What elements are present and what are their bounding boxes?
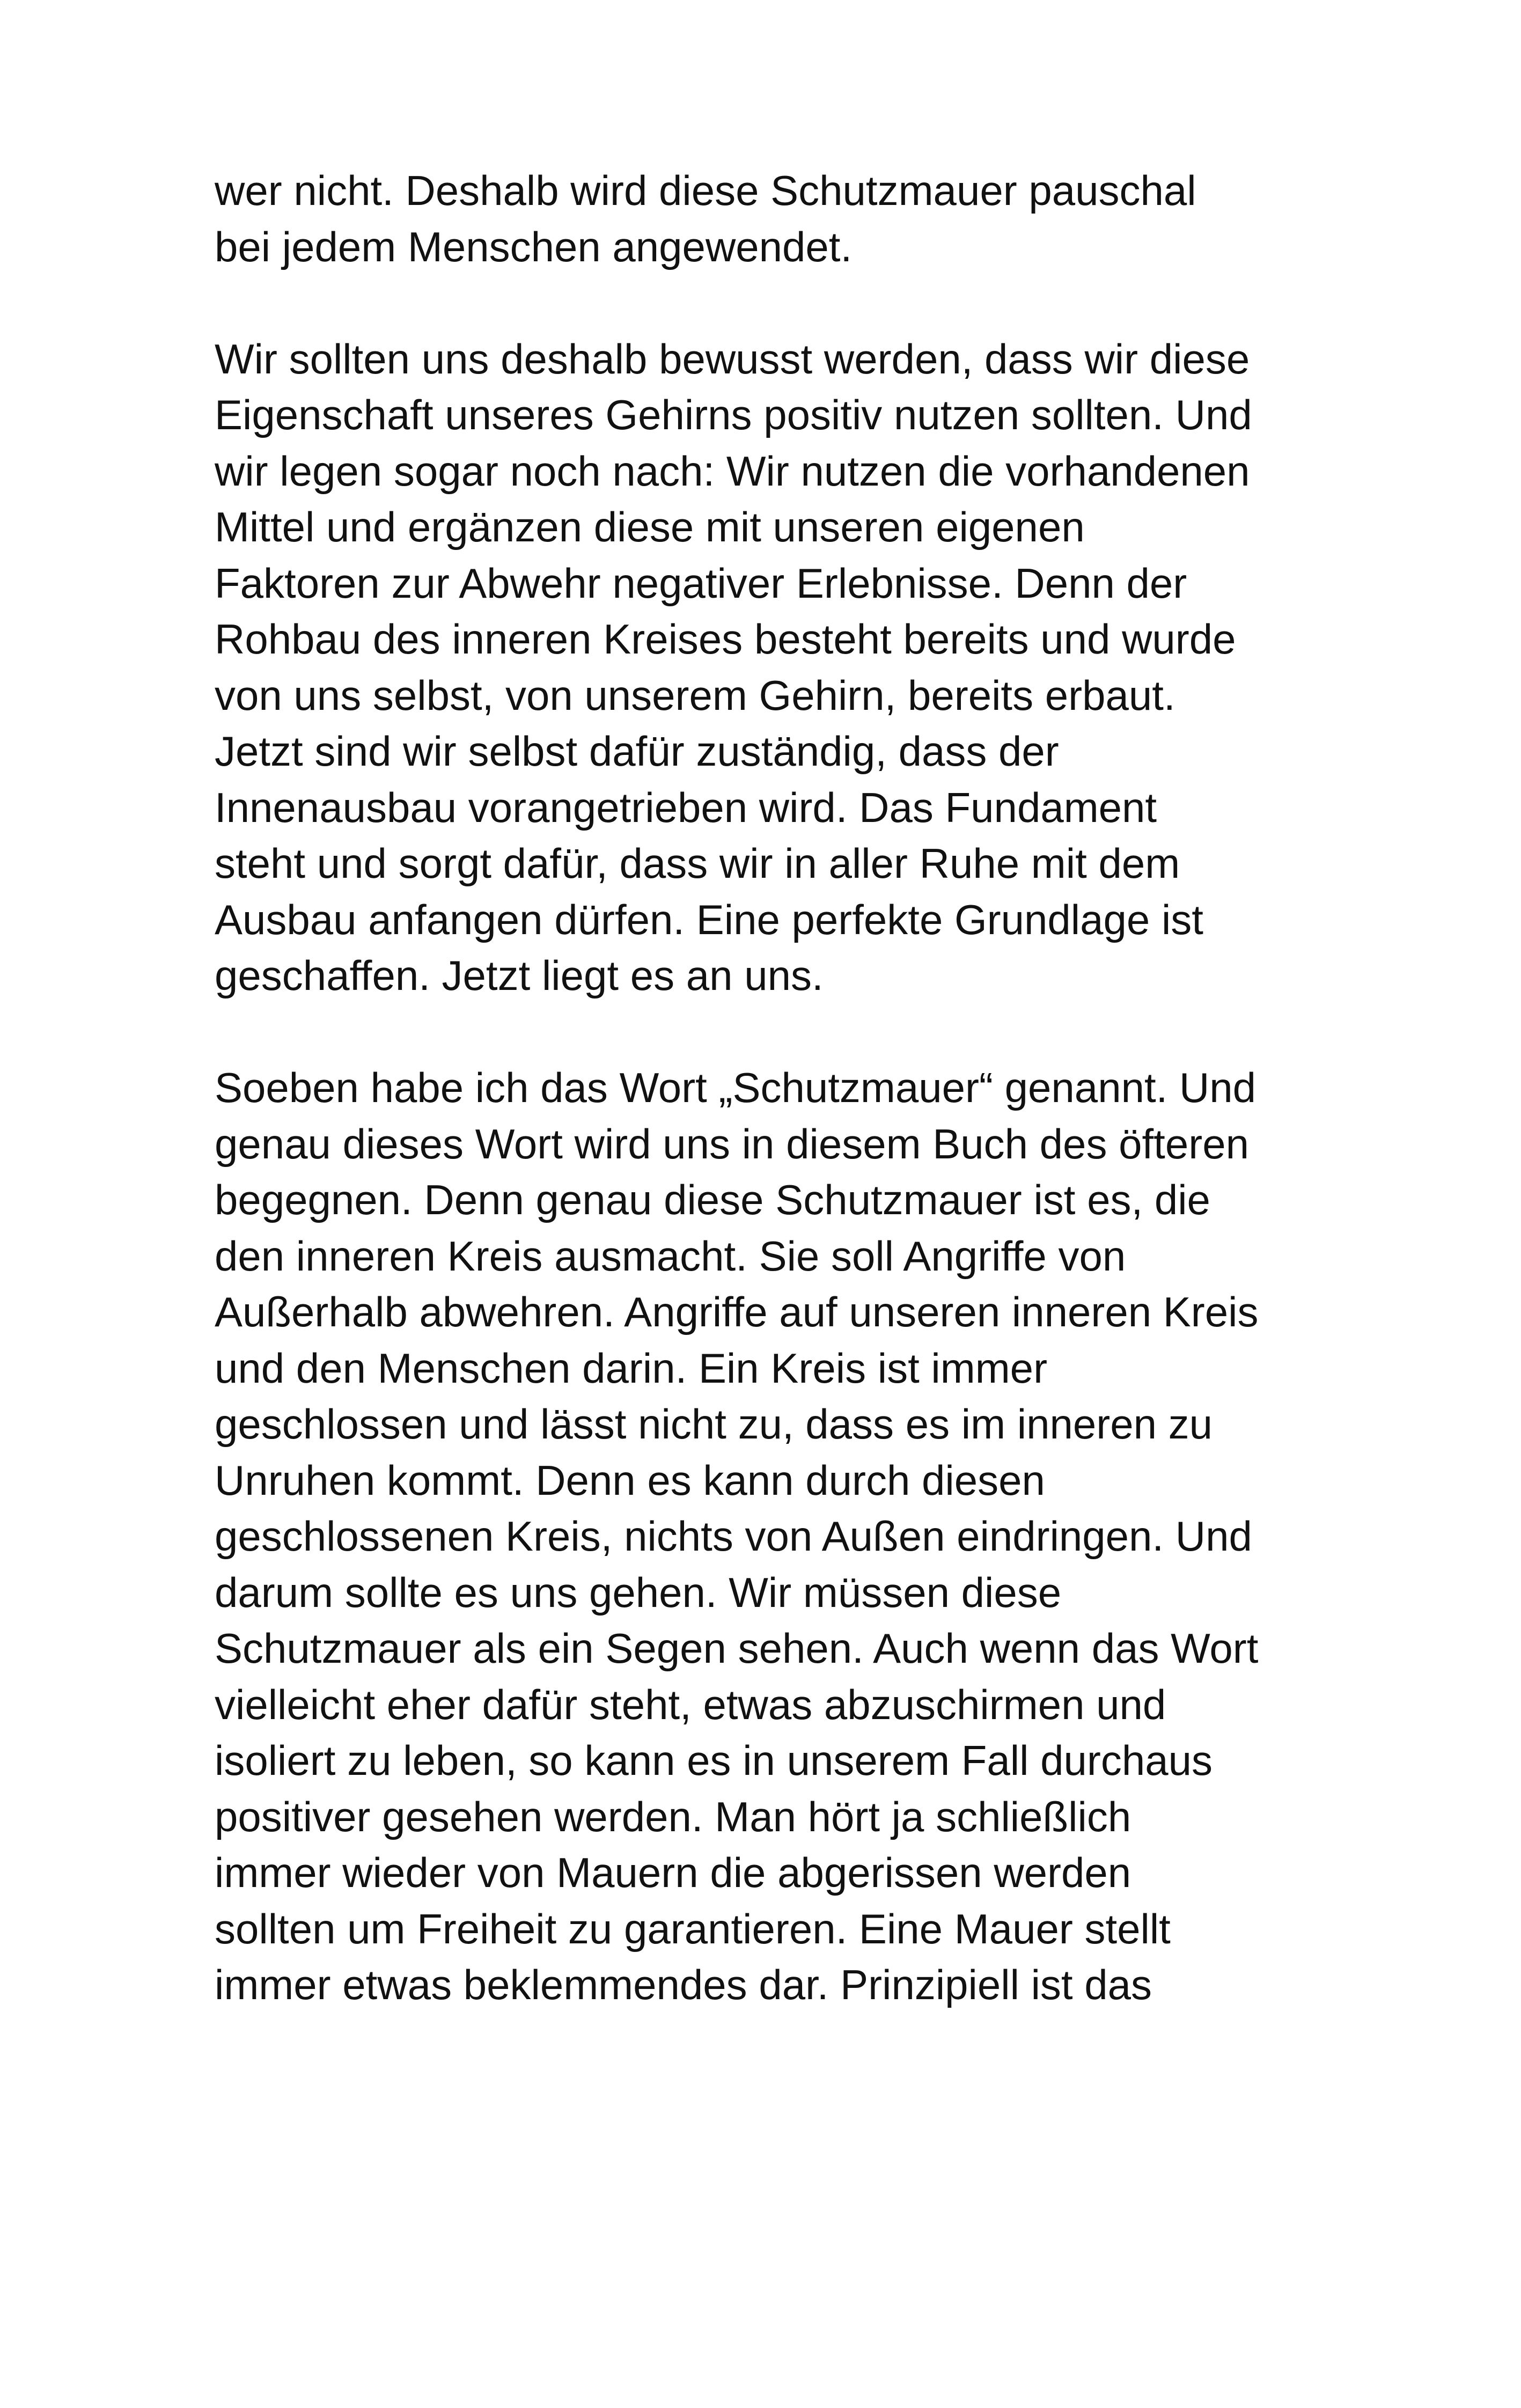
- text-line: Jetzt sind wir selbst dafür zuständig, dass der: [215, 728, 1059, 775]
- text-line: geschlossen und lässt nicht zu, dass es im inneren zu: [215, 1400, 1213, 1448]
- body-text: [215, 163, 1347, 2013]
- text-line: immer wieder von Mauern die abgerissen werden: [215, 1849, 1131, 1896]
- text-line: begegnen. Denn genau diese Schutzmauer ist es, die: [215, 1176, 1210, 1223]
- text-line: Schutzmauer als ein Segen sehen. Auch wenn das Wort: [215, 1625, 1259, 1672]
- text-line: Eigenschaft unseres Gehirns positiv nutzen sollten. Und: [215, 391, 1252, 438]
- text-line: isoliert zu leben, so kann es in unserem Fall durchaus: [215, 1737, 1213, 1784]
- paragraph-gap: [215, 275, 1347, 331]
- text-line: Ausbau anfangen dürfen. Eine perfekte Grundlage ist: [215, 895, 1203, 943]
- text-line: wer nicht. Deshalb wird diese Schutzmauer pauschal: [215, 167, 1196, 214]
- text-line: Mittel und ergänzen diese mit unseren eigenen: [215, 503, 1085, 550]
- text-line: bei jedem Menschen angewendet.: [215, 223, 853, 270]
- paragraph-2: [215, 331, 1347, 1004]
- text-line: sollten um Freiheit zu garantieren. Eine Mauer stellt: [215, 1905, 1171, 1952]
- text-line: genau dieses Wort wird uns in diesem Buch des öfteren: [215, 1120, 1249, 1168]
- text-line: wir legen sogar noch nach: Wir nutzen die vorhandenen: [215, 447, 1250, 495]
- text-line: positiver gesehen werden. Man hört ja schließlich: [215, 1793, 1131, 1840]
- text-line: Rohbau des inneren Kreises besteht bereits und wurde: [215, 615, 1236, 663]
- paragraph-1: [215, 163, 1347, 275]
- text-line: und den Menschen darin. Ein Kreis ist immer: [215, 1344, 1048, 1392]
- text-line: geschaffen. Jetzt liegt es an uns.: [215, 952, 824, 999]
- text-line: darum sollte es uns gehen. Wir müssen diese: [215, 1568, 1062, 1616]
- text-line: Innenausbau vorangetrieben wird. Das Fundament: [215, 783, 1157, 831]
- text-line: Wir sollten uns deshalb bewusst werden, dass wir diese: [215, 335, 1250, 383]
- paragraph-gap: [215, 1004, 1347, 1060]
- text-line: Außerhalb abwehren. Angriffe auf unseren inneren Kreis: [215, 1288, 1259, 1335]
- text-line: Unruhen kommt. Denn es kann durch diesen: [215, 1456, 1045, 1504]
- text-line: von uns selbst, von unserem Gehirn, bereits erbaut.: [215, 671, 1175, 719]
- text-line: geschlossenen Kreis, nichts von Außen eindringen. Und: [215, 1513, 1252, 1560]
- text-line: vielleicht eher dafür steht, etwas abzuschirmen und: [215, 1680, 1166, 1728]
- text-line: Soeben habe ich das Wort „Schutzmauer“ genannt. Und: [215, 1064, 1257, 1111]
- text-line: Faktoren zur Abwehr negativer Erlebnisse. Denn der: [215, 559, 1187, 607]
- paragraph-3: [215, 1060, 1347, 2013]
- text-line: steht und sorgt dafür, dass wir in aller Ruhe mit dem: [215, 840, 1180, 887]
- text-line: den inneren Kreis ausmacht. Sie soll Angriffe von: [215, 1232, 1126, 1280]
- text-line: immer etwas beklemmendes dar. Prinzipiell ist das: [215, 1961, 1152, 2008]
